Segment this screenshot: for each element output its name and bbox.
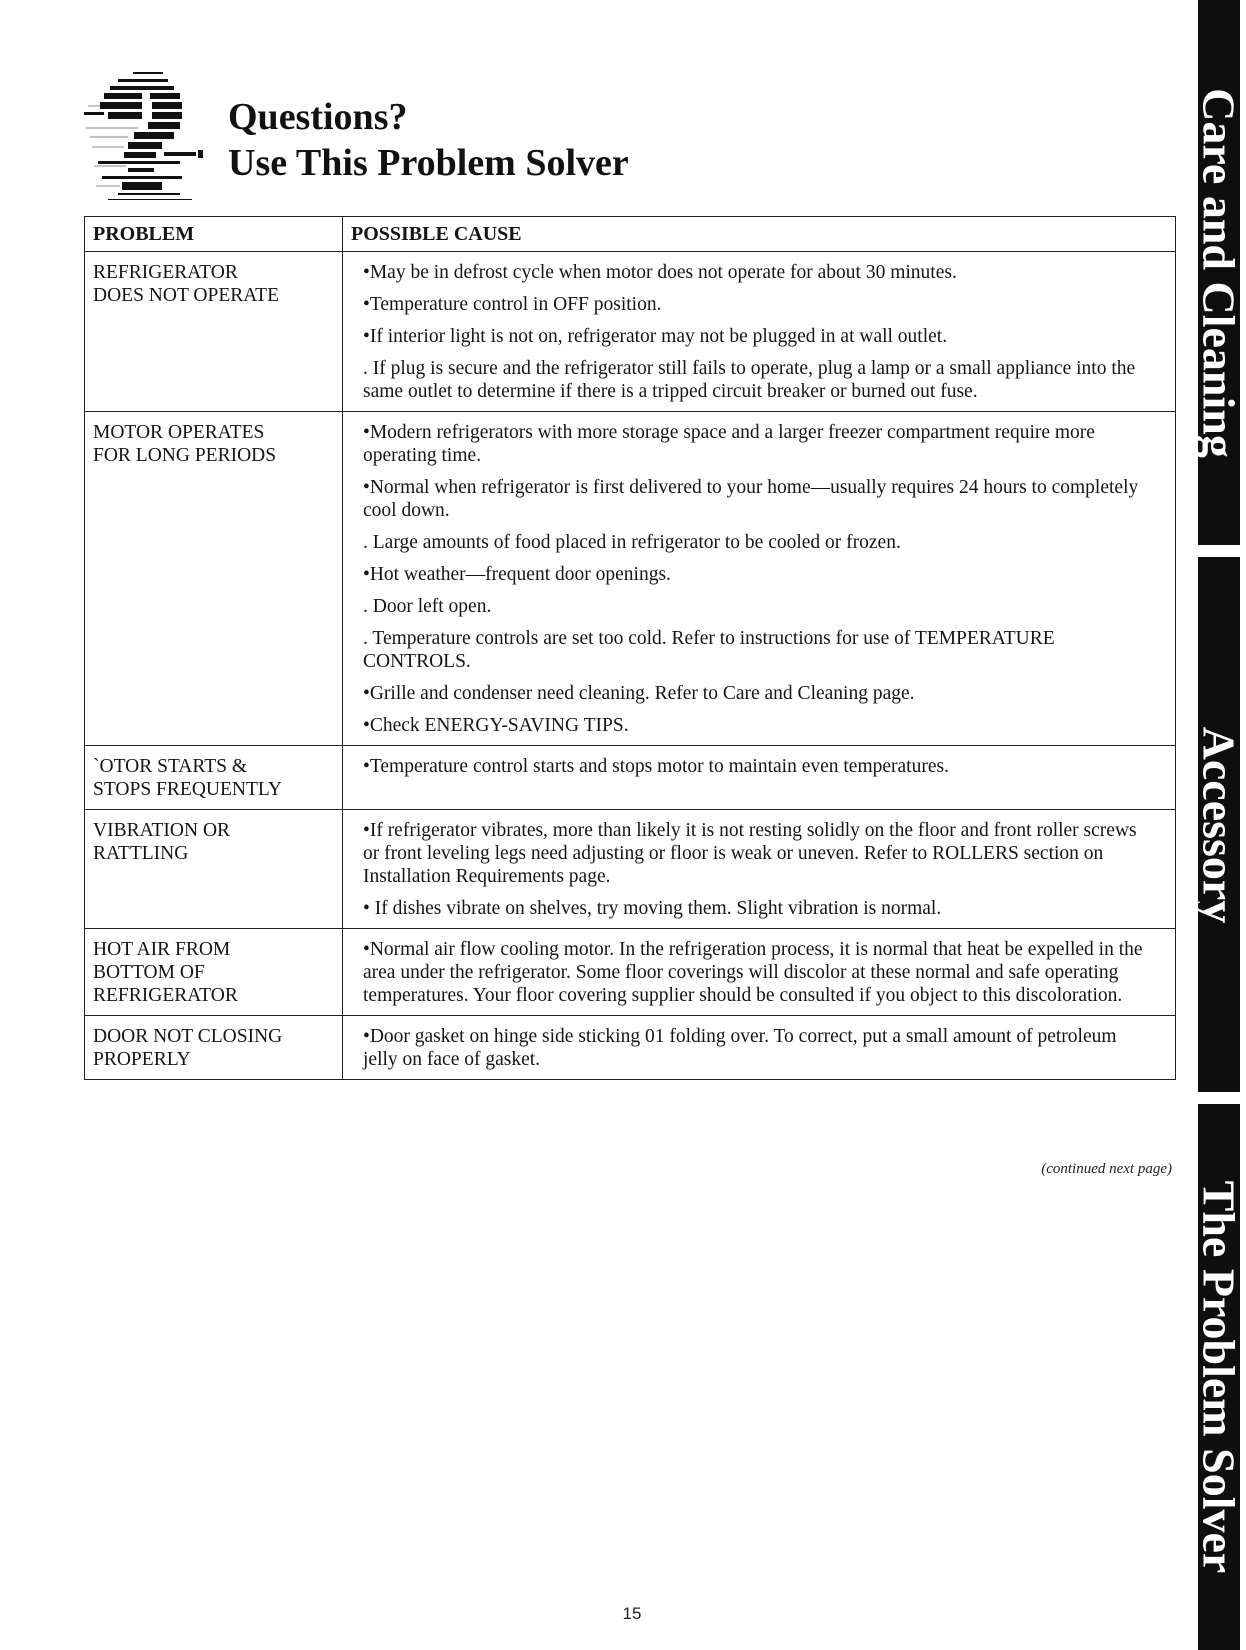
- causes-cell: [343, 252, 1176, 412]
- problem-text: BOTTOM OF: [93, 962, 205, 983]
- problem-column-header: PROBLEM: [85, 217, 343, 252]
- page-title-line-1: Questions?: [228, 96, 408, 138]
- page-number: 15: [622, 1604, 642, 1623]
- section-tab-care-and-cleaning[interactable]: [1193, 0, 1245, 545]
- problem-text: DOES NOT OPERATE: [93, 285, 279, 306]
- cause-column-header: POSSIBLE CAUSE: [343, 217, 1176, 252]
- cause-item: •Modern refrigerators with more storage space and a larger freezer compartment require more operating time.: [363, 422, 1095, 466]
- problem-text: HOT AIR FROM: [93, 939, 231, 960]
- section-tab-accessory[interactable]: [1193, 557, 1245, 1092]
- table-row: [85, 1016, 1176, 1080]
- continued-note: (continued next page): [1041, 1161, 1172, 1177]
- table-row: [85, 412, 1176, 746]
- problem-cell: [85, 929, 343, 1016]
- problem-cell: [85, 746, 343, 810]
- section-tabs: [1193, 0, 1245, 1650]
- cause-item: •If refrigerator vibrates, more than likely it is not resting solidly on the floor and front roller screws or front leveling legs need adjusting or floor is weak or uneven. Refer to ROLLERS section on Installation Requirements page.: [363, 820, 1137, 887]
- page-title: [228, 94, 629, 186]
- table-header-row: [85, 217, 1176, 252]
- cause-item: . Door left open.: [363, 596, 492, 617]
- problem-text: PROPERLY: [93, 1049, 191, 1070]
- problem-cell: [85, 810, 343, 929]
- cause-item: •Door gasket on hinge side sticking 01 folding over. To correct, put a small amount of petroleum jelly on face of gasket.: [363, 1026, 1117, 1070]
- section-tab-problem-solver[interactable]: [1193, 1104, 1245, 1650]
- problem-text: DOOR NOT CLOSING: [93, 1026, 283, 1047]
- problem-text: REFRIGERATOR: [93, 985, 238, 1006]
- problem-text: `OTOR STARTS &: [93, 756, 248, 777]
- question-mark-icon: [78, 70, 218, 204]
- cause-item: •Temperature control starts and stops motor to maintain even temperatures.: [363, 756, 949, 777]
- section-tab-label: Accessory: [1193, 726, 1245, 923]
- table-row: [85, 252, 1176, 412]
- causes-cell: [343, 412, 1176, 746]
- section-tab-label: Care and Cleaning: [1193, 87, 1245, 458]
- problem-solver-table-container: [84, 216, 1176, 1080]
- problem-text: STOPS FREQUENTLY: [93, 779, 282, 800]
- cause-item: •Grille and condenser need cleaning. Refer to Care and Cleaning page.: [363, 683, 915, 704]
- cause-item: • If dishes vibrate on shelves, try moving them. Slight vibration is normal.: [363, 898, 942, 919]
- problem-cell: [85, 412, 343, 746]
- problem-solver-table: [84, 216, 1176, 1080]
- problem-text: MOTOR OPERATES: [93, 422, 265, 443]
- table-row: [85, 746, 1176, 810]
- section-tab-label: The Problem Solver: [1193, 1180, 1245, 1574]
- problem-cell: [85, 252, 343, 412]
- cause-item: •May be in defrost cycle when motor does not operate for about 30 minutes.: [363, 262, 957, 283]
- problem-text: RATTLING: [93, 843, 189, 864]
- table-row: [85, 929, 1176, 1016]
- problem-text: FOR LONG PERIODS: [93, 445, 277, 466]
- cause-item: •Temperature control in OFF position.: [363, 294, 662, 315]
- cause-item: •Normal air flow cooling motor. In the refrigeration process, it is normal that heat be expelled in the area under the refrigerator. Some floor coverings will discolor at these normal and safe operating temperatures. Your floor covering supplier should be consulted if you object to this discoloration.: [363, 939, 1143, 1006]
- problem-text: VIBRATION OR: [93, 820, 231, 841]
- causes-cell: [343, 746, 1176, 810]
- causes-cell: [343, 1016, 1176, 1080]
- table-row: [85, 810, 1176, 929]
- cause-item: •If interior light is not on, refrigerator may not be plugged in at wall outlet.: [363, 326, 948, 347]
- cause-item: . If plug is secure and the refrigerator still fails to operate, plug a lamp or a small appliance into the same outlet to determine if there is a tripped circuit breaker or burned out fuse.: [363, 358, 1136, 402]
- cause-item: . Temperature controls are set too cold. Refer to instructions for use of TEMPERATURE CONTROLS.: [363, 628, 1055, 672]
- page-title-line-2: Use This Problem Solver: [228, 142, 629, 184]
- cause-item: •Check ENERGY-SAVING TIPS.: [363, 715, 629, 736]
- causes-cell: [343, 810, 1176, 929]
- cause-item: •Hot weather—frequent door openings.: [363, 564, 671, 585]
- problem-cell: [85, 1016, 343, 1080]
- cause-item: . Large amounts of food placed in refrigerator to be cooled or frozen.: [363, 532, 901, 553]
- cause-item: •Normal when refrigerator is first delivered to your home—usually requires 24 hours to completely cool down.: [363, 477, 1139, 521]
- problem-text: REFRIGERATOR: [93, 262, 238, 283]
- causes-cell: [343, 929, 1176, 1016]
